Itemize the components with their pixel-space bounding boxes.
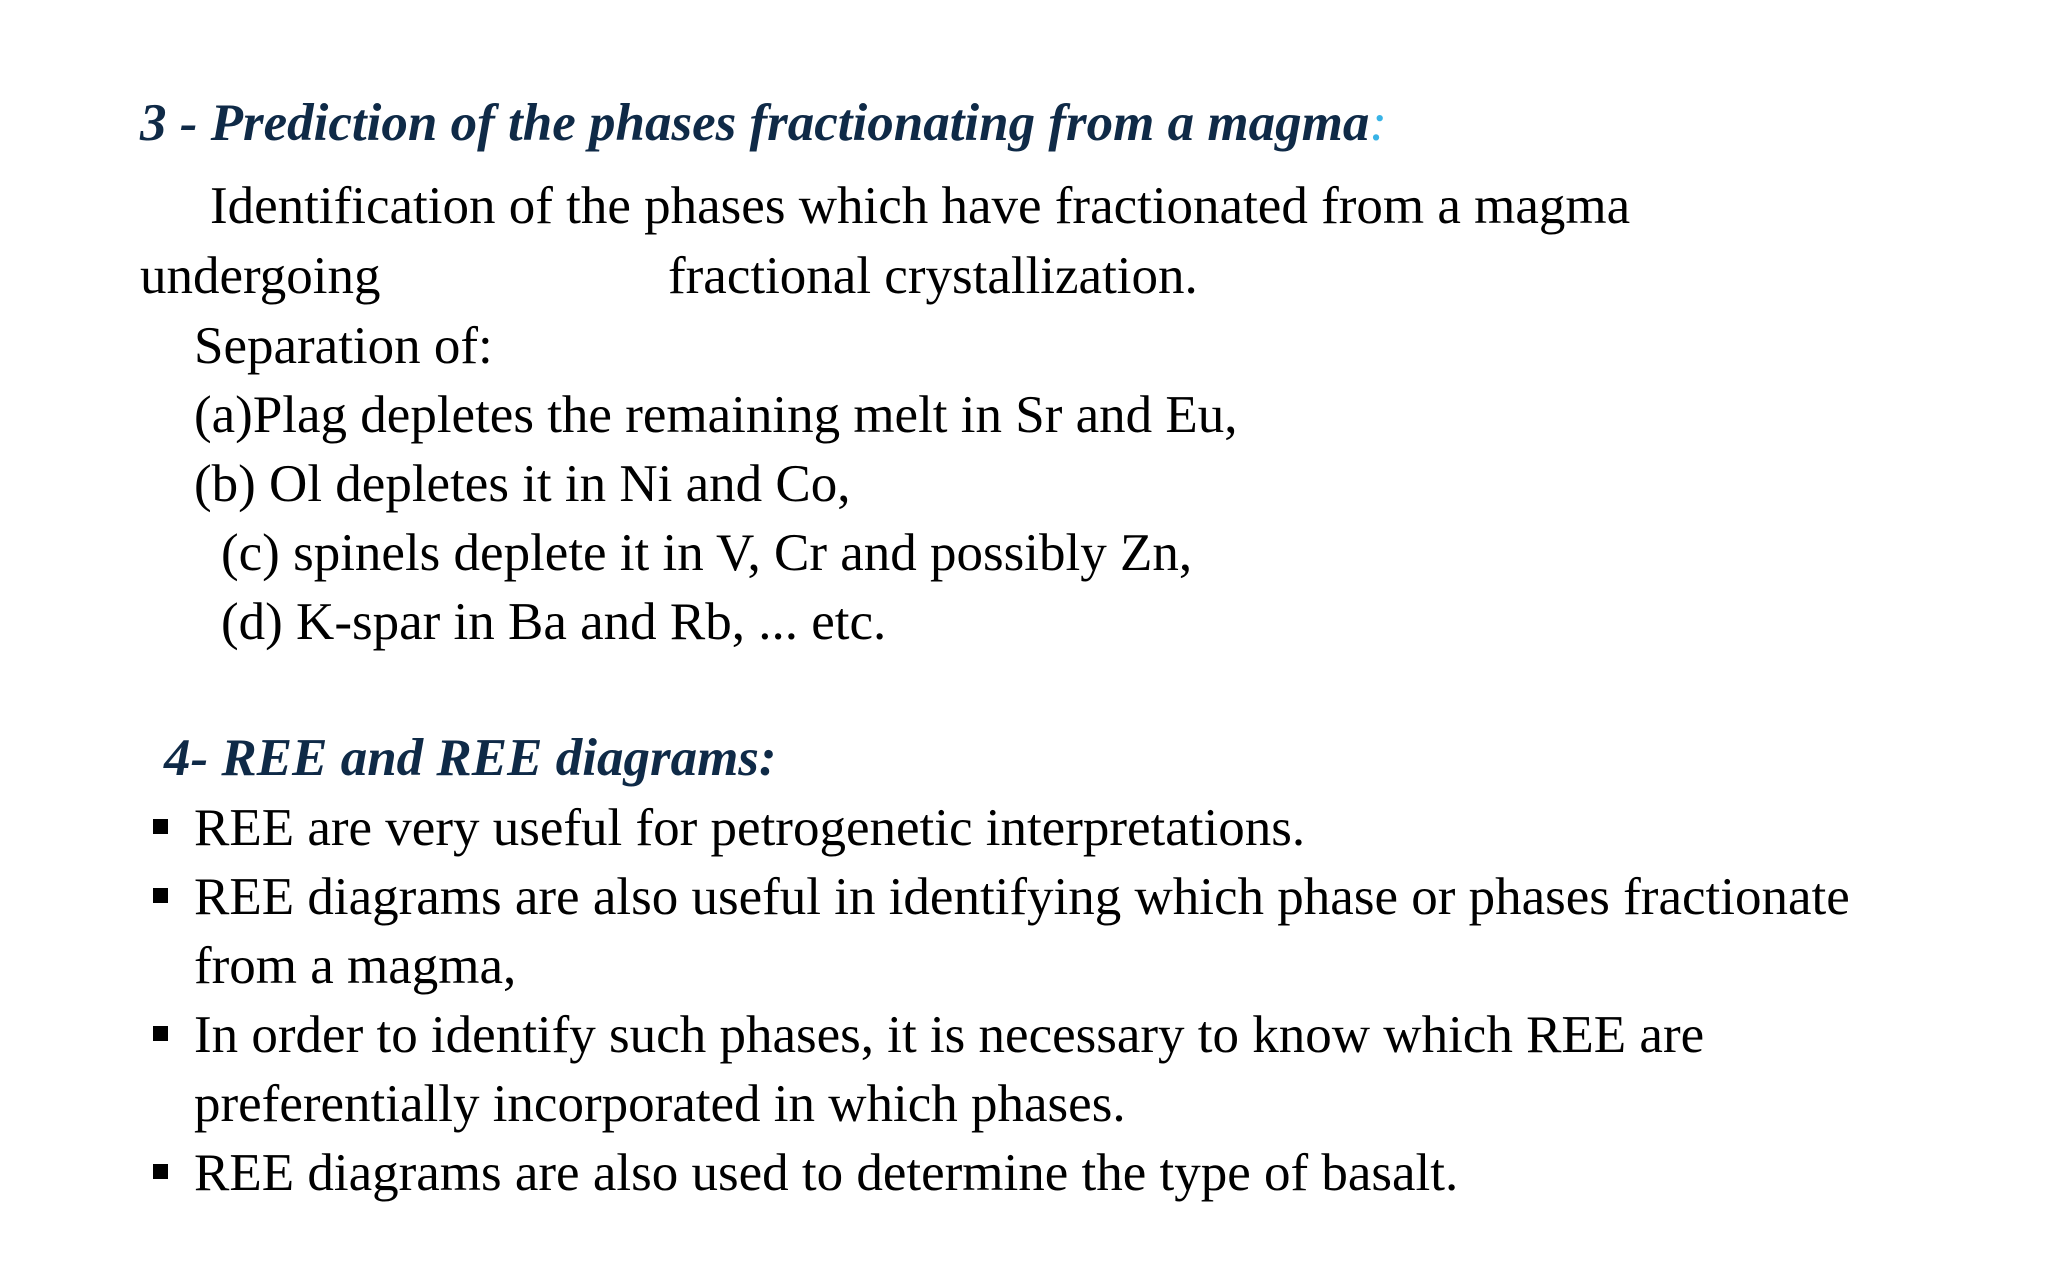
separation-label: Separation of: — [194, 317, 493, 375]
intro-line-1: Identification of the phases which have fractionated from a magma — [210, 177, 1631, 235]
separation-item-c: (c) spinels deplete it in V, Cr and possibly Zn, — [221, 524, 1193, 582]
bullet-square-icon — [153, 1026, 168, 1041]
intro-line-2-start: undergoing — [140, 247, 381, 305]
separation-item-b: (b) Ol depletes it in Ni and Co, — [194, 455, 851, 513]
intro-line-2-end: fractional crystallization. — [668, 247, 1198, 305]
section3-heading-text: 3 - Prediction of the phases fractionating from a magma — [140, 94, 1370, 152]
bullet-2-line-2: from a magma, — [194, 937, 517, 995]
bullet-2-line-1: REE diagrams are also useful in identifying which phase or phases fractionate — [194, 868, 1850, 926]
bullet-3-line-2: preferentially incorporated in which phases. — [194, 1075, 1126, 1133]
separation-item-a: (a)Plag depletes the remaining melt in Sr and Eu, — [194, 386, 1238, 444]
bullet-3-line-1: In order to identify such phases, it is necessary to know which REE are — [194, 1006, 1705, 1064]
bullet-square-icon — [153, 888, 168, 903]
section3-heading-colon: : — [1369, 94, 1387, 152]
bullet-1-line-1: REE are very useful for petrogenetic interpretations. — [194, 799, 1306, 857]
bullet-square-icon — [153, 1164, 168, 1179]
bullet-4-line-1: REE diagrams are also used to determine the type of basalt. — [194, 1144, 1459, 1202]
section4-heading: 4- REE and REE diagrams: — [164, 729, 777, 787]
bullet-square-icon — [153, 819, 168, 834]
separation-item-d: (d) K-spar in Ba and Rb, ... etc. — [221, 593, 887, 651]
section3-heading — [140, 94, 1387, 152]
